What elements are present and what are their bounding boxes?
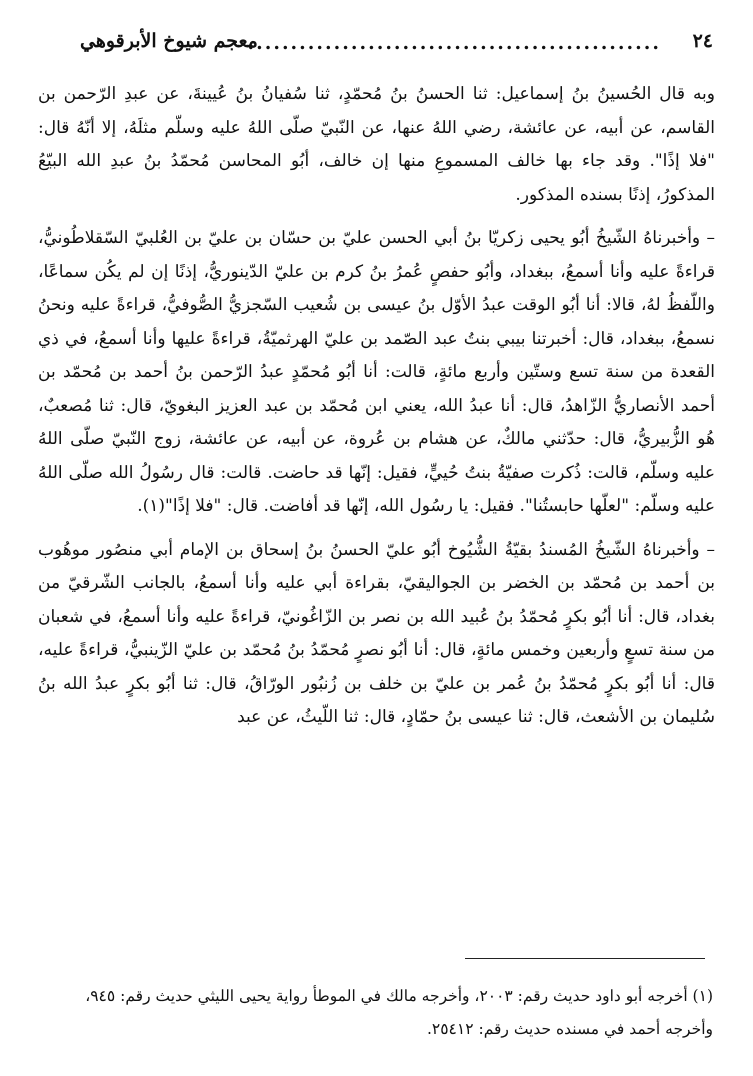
paragraph-3: – وأخبرناهُ الشّيخُ المُسندُ بقيّةُ الشُّيُوخ أبُو عليّ الحسنُ بنُ إسحاق بن الإمام أبي منصُور موهُوب بن أحمد بن مُحمّد بن الخضر بن الجواليقيّ، بقراءة أبي عليه وأنا أسمعُ، بالجانب الشّرقيّ من بغداد، قال: أنا أبُو بكرٍ مُحمّدُ بنُ عُبيد الله بن نصر بن الزّاغُونيّ، قراءةً عليه وأنا أسمعُ، في شعبان من سنة تسعٍ وأربعين وخمس مائةٍ، قال: أنا أبُو نصرٍ مُحمّدُ بنُ مُحمّد بن عليّ الزّينبيُّ، قراءةً عليه، قال: أنا أبُو بكرٍ مُحمّدُ بنُ عُمر بن عليّ بن خلف بن زُنبُور الورّاقُ، قال: ثنا أبُو بكرٍ عبدُ الله بنُ سُليمان بن الأشعث، قال: ثنا عيسى بنُ حمّادٍ، قال: ثنا اللّيثُ، عن عبد <box>38 539 715 727</box>
footnote-line-1: (١) أخرجه أبو داود حديث رقم: ٢٠٠٣، وأخرجه مالك في الموطأ رواية يحيى الليثي حديث رقم: ٩٤٥، <box>85 987 713 1005</box>
footnotes <box>38 980 713 1046</box>
paragraph-1: وبه قال الحُسينُ بنُ إسماعيل: ثنا الحسنُ بنُ مُحمّدٍ، ثنا سُفيانُ بنُ عُيينةَ، عن عبدِ الرّحمن بن القاسم، عن أبيه، عن عائشة، رضي اللهُ عنها، عن النّبيّ صلّى اللهُ عليه وسلّم مثلَهُ، إلا أنّهُ قال: "فلا إذًا". وقد جاء بها خالف المسموعِ منها إن خالف، أبُو المحاسن مُحمّدُ بنُ عبدِ الله البيّعُ المذكورُ، إذنًا بسنده المذكور. <box>38 84 715 205</box>
page-header <box>80 20 713 60</box>
footnote-line-2: وأخرجه أحمد في مسنده حديث رقم: ٢٥٤١٢. <box>426 1020 713 1038</box>
page-number: ٢٤ <box>692 30 713 52</box>
header-leader-dots: ................................................ <box>247 32 661 54</box>
paragraph-2: – وأخبرناهُ الشّيخُ أبُو يحيى زكريّا بنُ أبي الحسن عليّ بن حسّان بن عليّ بن العُلبيّ السّقلاطُونيُّ، قراءةً عليه وأنا أسمعُ، ببغداد، وأبُو حفصٍ عُمرُ بنُ كرم بن عليّ الدّينوريُّ، إذنًا إن لم يكُن سماعًا، واللّفظُ لهُ، قالا: أنا أبُو الوقت عبدُ الأوّل بنُ عيسى بن شُعيب السّجزيُّ الصُّوفيُّ، قراءةً عليه ونحنُ نسمعُ، ببغداد، قال: أخبرتنا بيبي بنتُ عبد الصّمد بن عليّ الهرثميّةُ، قراءةً عليها وأنا أسمعُ، في ذي القعدة من سنة تسع وستّين وأربع مائةٍ، قالت: أنا أبُو مُحمّدٍ عبدُ الرّحمن بنُ أحمد بن مُحمّد بن أحمد الأنصاريُّ الزّاهدُ، قال: أنا عبدُ الله، يعني ابن مُحمّد بن عبد العزيز البغويّ، قال: ثنا مُصعبٌ، هُو الزُّبيريُّ، قال: حدّثني مالكٌ، عن هشام بن عُروة، عن أبيه، عن عائشة، زوج النّبيّ صلّى اللهُ عليه وسلّم، قالت: ذُكرت صفيّةُ بنتُ حُييٍّ، فقيل: إنّها قد حاضت. قالت: قال رسُولُ الله صلّى اللهُ عليه وسلّم: "لعلّها حابستُنا". فقيل: يا رسُول الله، إنّها قد أفاضت. قال: "فلا إذًا"(١). <box>38 228 715 516</box>
footnote-separator <box>465 958 705 959</box>
main-text <box>38 78 715 735</box>
running-title: معجم شيوخ الأبرقوهي <box>80 30 258 52</box>
